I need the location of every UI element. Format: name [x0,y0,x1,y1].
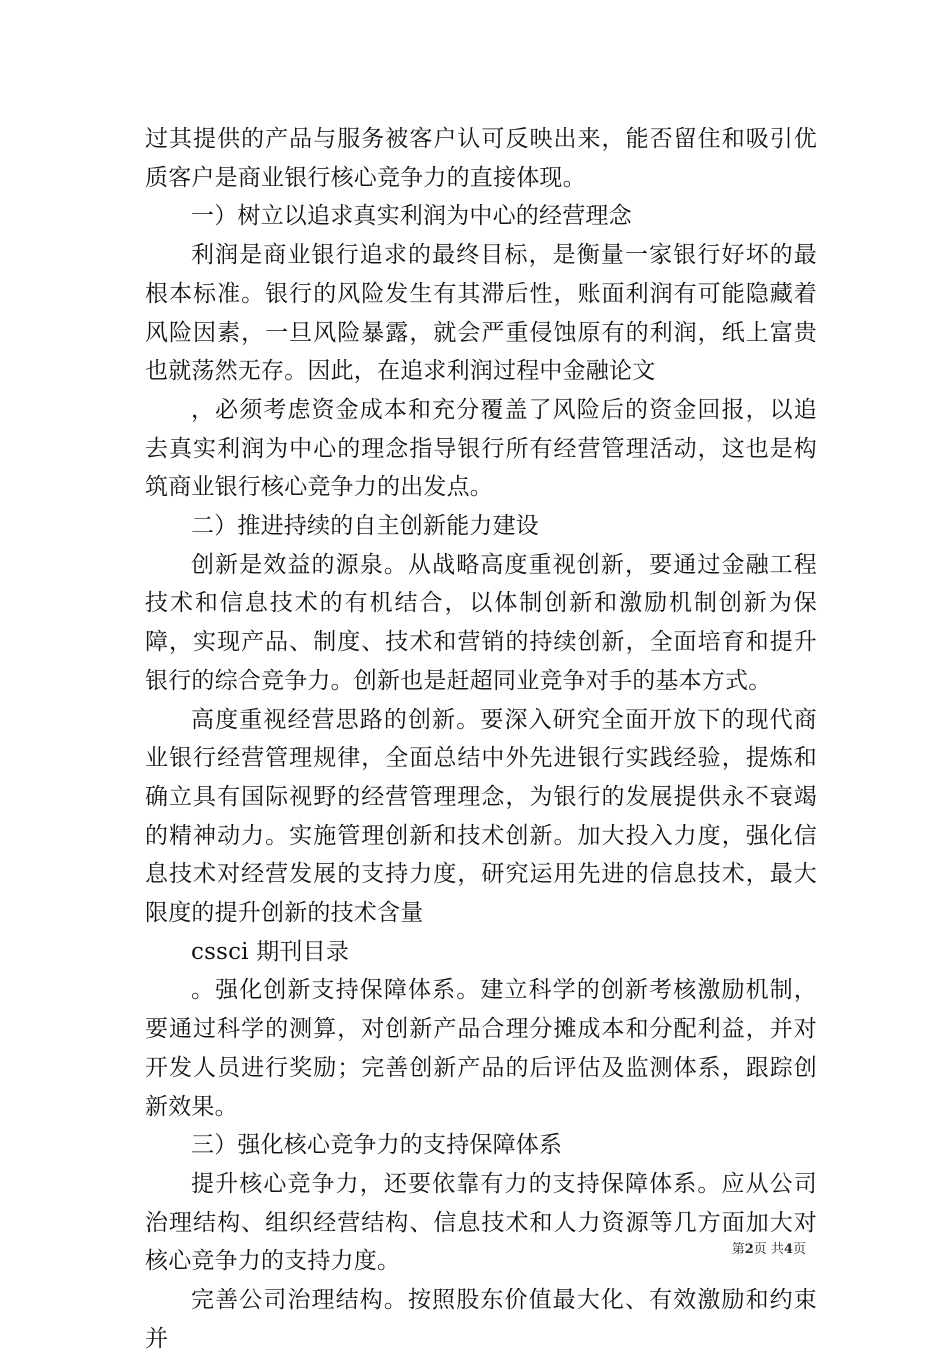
paragraph-7: 高度重视经营思路的创新。要深入研究全面开放下的现代商业银行经营管理规律，全面总结中外先进银行实践经验，提炼和确立具有国际视野的经营管理理念，为银行的发展提供永不衰竭的精神动力。实施管理创新和技术创新。加大投入力度，强化信息技术对经营发展的支持力度，研究运用先进的信息技术，最大限度的提升创新的技术含量 [145,706,817,927]
paragraph-11: 提升核心竞争力，还要依靠有力的支持保障体系。应从公司治理结构、组织经营结构、信息技术和人力资源等几方面加大对核心竞争力的支持力度。 [145,1170,817,1275]
footer-current-page: 2 [744,1242,754,1257]
section-heading-3: 三）强化核心竞争力的支持保障体系 [191,1132,563,1159]
footer-suffix: 页 [792,1242,806,1257]
footer-total-pages: 4 [783,1242,793,1257]
page-footer [732,1241,806,1259]
paragraph-9: 。强化创新支持保障体系。建立科学的创新考核激励机制，要通过科学的测算，对创新产品合理分摊成本和分配利益，并对开发人员进行奖励；完善创新产品的后评估及监测体系，跟踪创新效果。 [145,977,817,1120]
paragraph-3: 利润是商业银行追求的最终目标，是衡量一家银行好坏的最根本标准。银行的风险发生有其滞后性，账面利润有可能隐藏着风险因素，一旦风险暴露，就会严重侵蚀原有的利润，纸上富贵也就荡然无存。因此，在追求利润过程中金融论文 [145,242,817,385]
section-heading-1: 一）树立以追求真实利润为中心的经营理念 [191,203,632,230]
footer-middle: 页 共 [753,1242,784,1257]
paragraph-1: 过其提供的产品与服务被客户认可反映出来，能否留住和吸引优质客户是商业银行核心竞争力的直接体现。 [145,126,817,191]
document-body [145,120,817,1359]
paragraph-12: 完善公司治理结构。按照股东价值最大化、有效激励和约束并 [145,1287,817,1352]
footer-prefix: 第 [731,1242,745,1257]
section-heading-2: 二）推进持续的自主创新能力建设 [191,513,539,540]
paragraph-6: 创新是效益的源泉。从战略高度重视创新，要通过金融工程技术和信息技术的有机结合，以体制创新和激励机制创新为保障，实现产品、制度、技术和营销的持续创新，全面培育和提升银行的综合竞争力。创新也是赶超同业竞争对手的基本方式。 [145,551,817,694]
paragraph-4: ，必须考虑资金成本和充分覆盖了风险后的资金回报，以追去真实利润为中心的理念指导银行所有经营管理活动，这也是构筑商业银行核心竞争力的出发点。 [145,396,817,501]
paragraph-8: cssci 期刊目录 [191,938,350,965]
